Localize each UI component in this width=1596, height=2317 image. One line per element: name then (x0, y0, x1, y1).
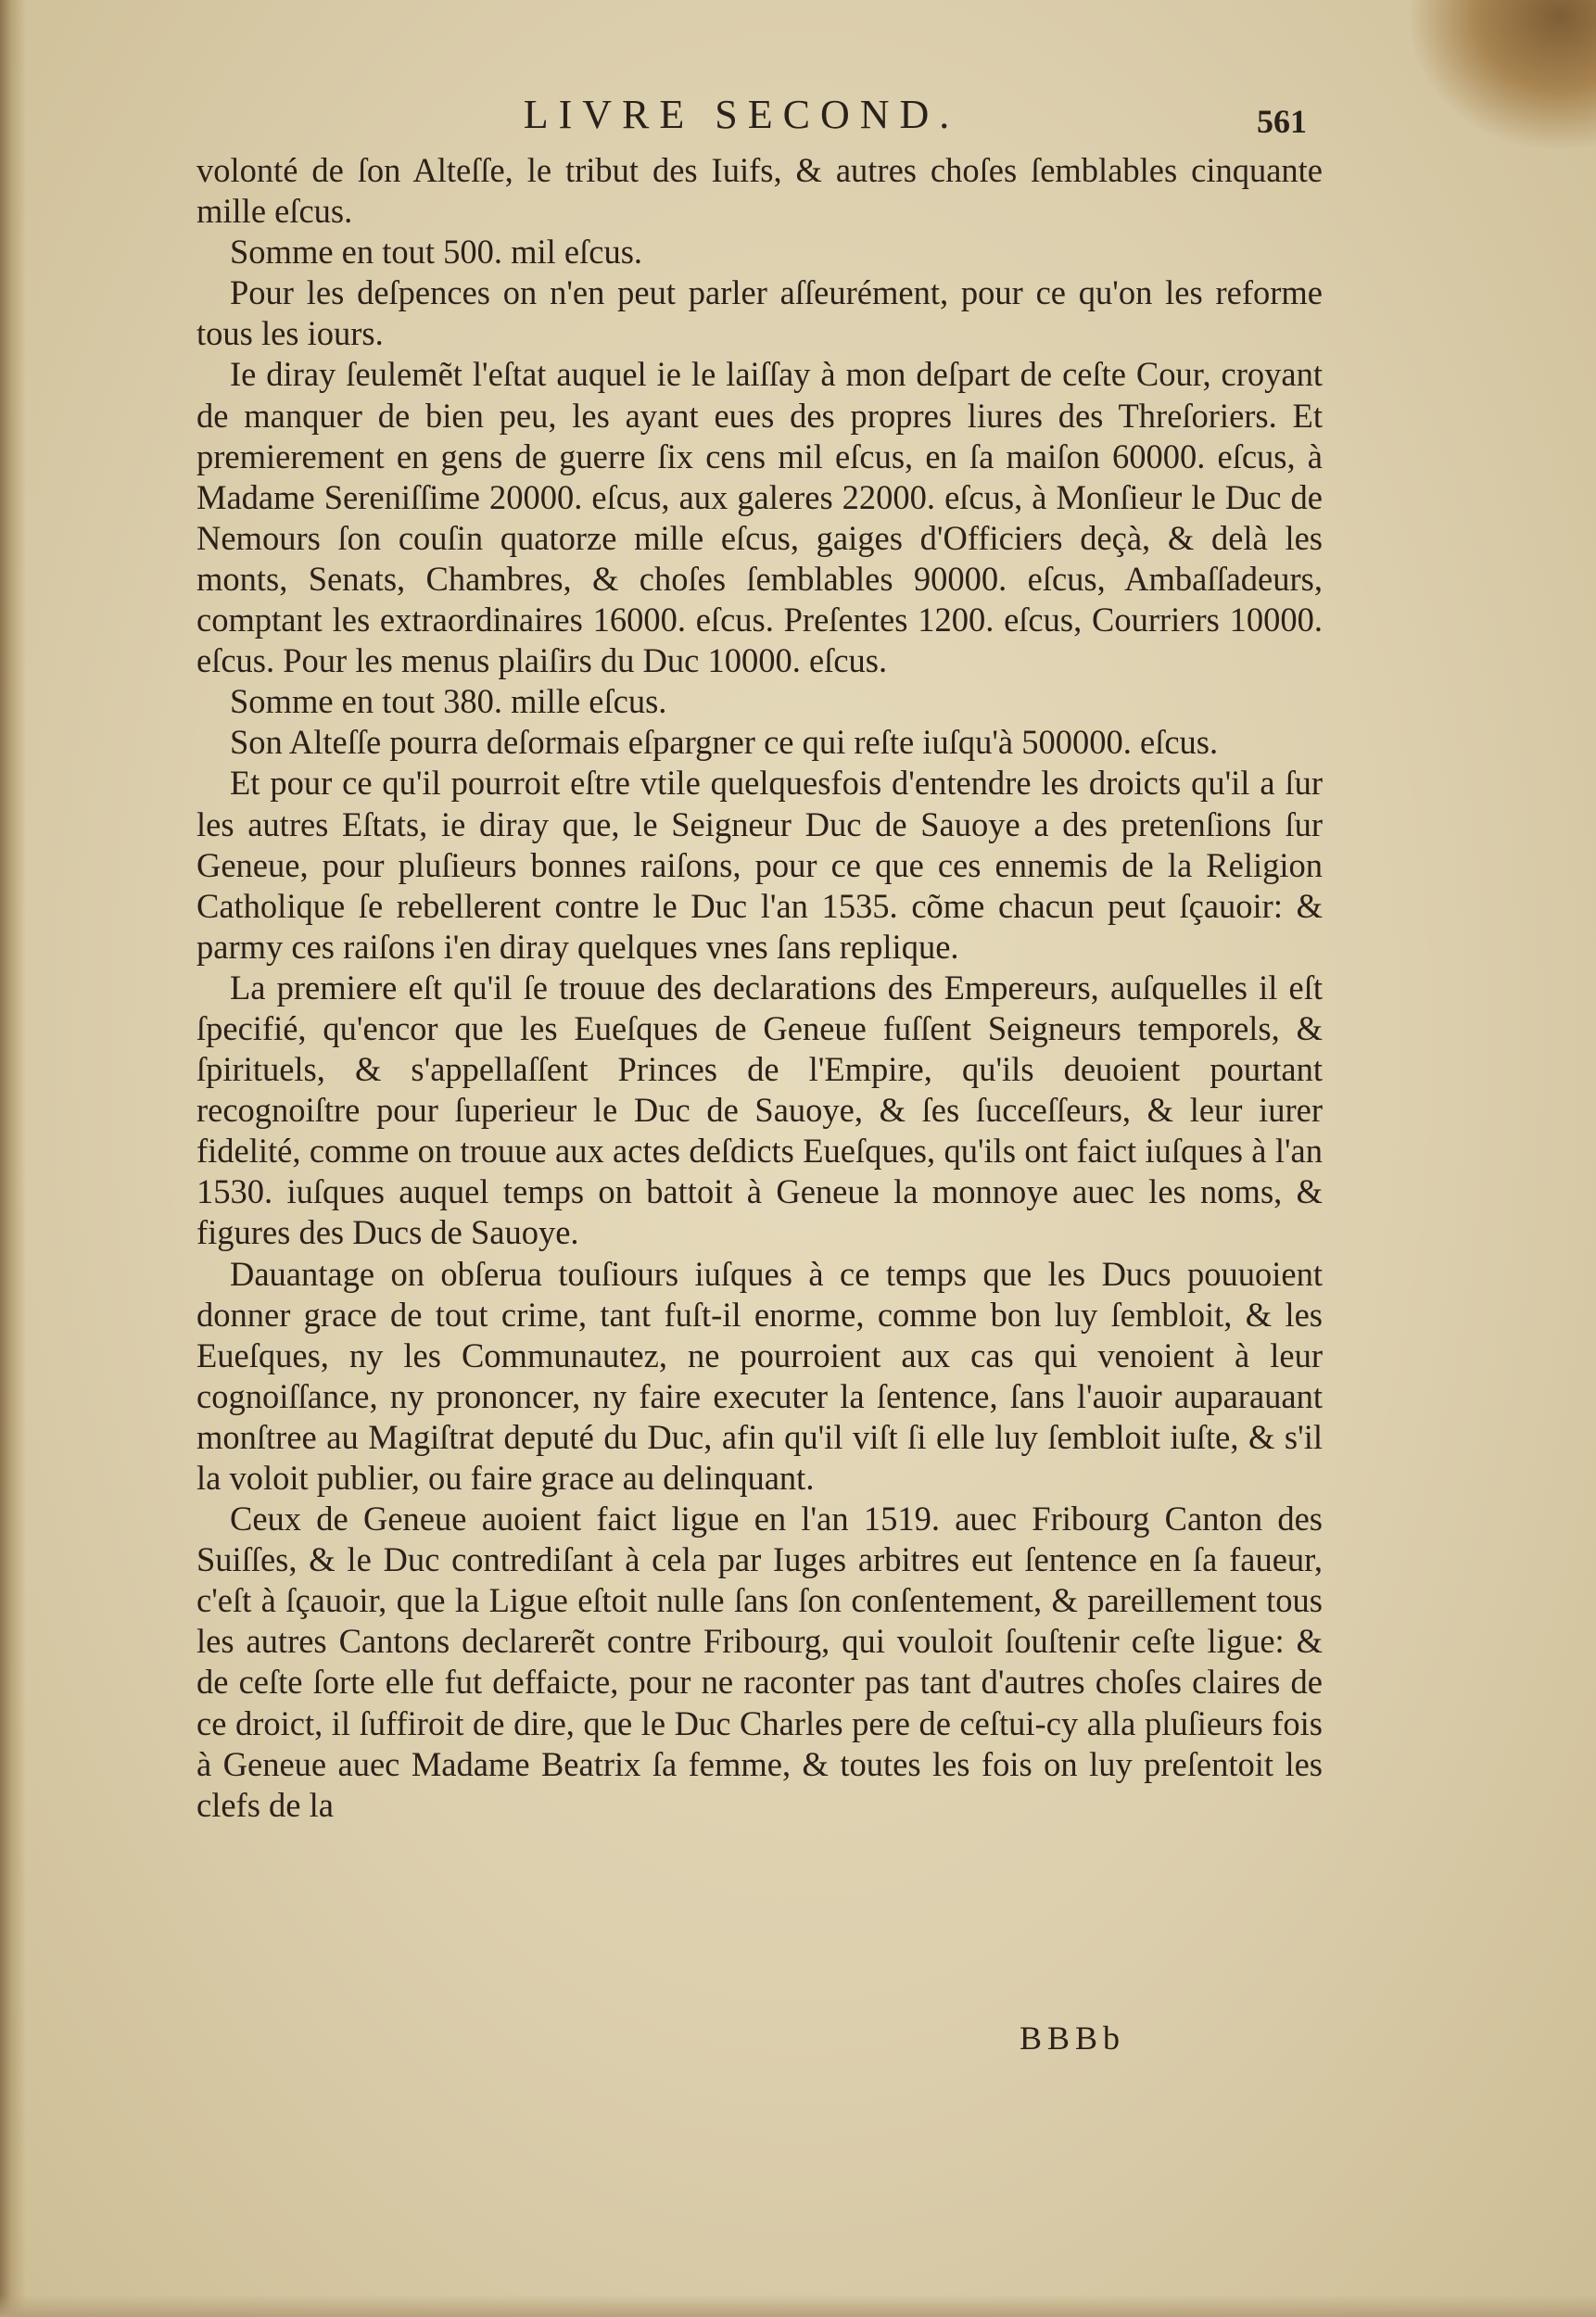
paragraph-claims-geneva: Et pour ce qu'il pourroit eſtre vtile quelquesfois d'entendre les droicts qu'il a ſur les autres Eſtats, ie diray que, le Seigneur Duc de Sauoye a des pretenſions ſur Geneue, pour pluſieurs bonnes raiſons, pour ce que ces ennemis de la Religion Catholique ſe rebellerent contre le Duc l'an 1535. cõme chacun peut ſçauoir: & parmy ces raiſons i'en diray quelques vnes ſans replique. (196, 764, 1323, 966)
paragraph-continuation: volonté de ſon Alteſſe, le tribut des Iuifs, & autres choſes ſemblables cinquante mille eſcus. (196, 151, 1323, 231)
running-title: LIVRE SECOND. (523, 92, 960, 137)
body-text (196, 150, 1323, 1826)
paragraph-expenses-intro: Pour les deſpences on n'en peut parler aſſeurément, pour ce qu'on les reforme tous les iours. (196, 273, 1323, 353)
paragraph-sum-expenses: Somme en tout 380. mille eſcus. (230, 682, 667, 721)
paragraph-expense-list: Ie diray ſeulemẽt l'eſtat auquel ie le laiſſay à mon deſpart de ceſte Cour, croyant de manquer de bien peu, les ayant eues des propres liures des Threſoriers. Et premierement en gens de guerre ſix cens mil eſcus, en ſa maiſon 60000. eſcus, à Madame Sereniſſime 20000. eſcus, aux galeres 22000. eſcus, à Monſieur le Duc de Nemours ſon couſin quatorze mille eſcus, gaiges d'Officiers deçà, & delà les monts, Senats, Chambres, & choſes ſemblables 90000. eſcus, Ambaſſadeurs, comptant les extraordinaires 16000. eſcus. Preſentes 1200. eſcus, Courriers 10000. eſcus. Pour les menus plaiſirs du Duc 10000. eſcus. (196, 355, 1323, 680)
paragraph-savings: Son Alteſſe pourra deſormais eſpargner ce qui reſte iuſqu'à 500000. eſcus. (230, 723, 1219, 762)
signature-mark: BBBb (1020, 2019, 1126, 2057)
corner-stain (1411, 0, 1596, 148)
page-header (185, 91, 1307, 146)
binding-shadow (0, 0, 26, 2317)
paragraph-first-reason: La premiere eſt qu'il ſe trouue des declarations des Empereurs, auſquelles il eſt ſpecifié, qu'encor que les Eueſques de Geneue fuſſent Seigneurs temporels, & ſpirituels, & s'appellaſſent Princes de l'Empire, qu'ils deuoient pourtant recognoiſtre pour ſuperieur le Duc de Sauoye, & ſes ſucceſſeurs, & leur iurer fidelité, comme on trouue aux actes deſdicts Eueſques, qu'ils ont faict iuſques à l'an 1530. iuſques auquel temps on battoit à Geneue la monnoye auec les noms, & figures des Ducs de Sauoye. (196, 968, 1323, 1252)
page-bottom-edge (0, 2295, 1596, 2317)
page-number: 561 (1257, 103, 1307, 140)
paragraph-sum-revenue: Somme en tout 500. mil eſcus. (230, 233, 643, 272)
paragraph-league-fribourg: Ceux de Geneue auoient faict ligue en l'an 1519. auec Fribourg Canton des Suiſſes, & le Duc contrediſant à cela par Iuges arbitres eut ſentence en ſa faueur, c'eſt à ſçauoir, que la Ligue eſtoit nulle ſans ſon conſentement, & pareillement tous les autres Cantons declarerẽt contre Fribourg, qui vouloit ſouſtenir ceſte ligue: & de ceſte ſorte elle fut deffaicte, pour ne raconter pas tant d'autres choſes claires de ce droict, il ſuffiroit de dire, que le Duc Charles pere de ceſtui-cy alla pluſieurs fois à Geneue auec Madame Beatrix ſa femme, & toutes les fois on luy preſentoit les clefs de la (196, 1500, 1323, 1824)
paragraph-grace-right: Dauantage on obſerua touſiours iuſques à ce temps que les Ducs pouuoient donner grace de tout crime, tant fuſt-il enorme, comme bon luy ſembloit, & les Eueſques, ny les Communautez, ne pourroient aux cas qui venoient à leur cognoiſſance, ny prononcer, ny faire executer la ſentence, ſans l'auoir auparauant monſtree au Magiſtrat deputé du Duc, afin qu'il viſt ſi elle luy ſembloit iuſte, & s'il la voloit publier, ou faire grace au delinquant. (196, 1254, 1323, 1497)
